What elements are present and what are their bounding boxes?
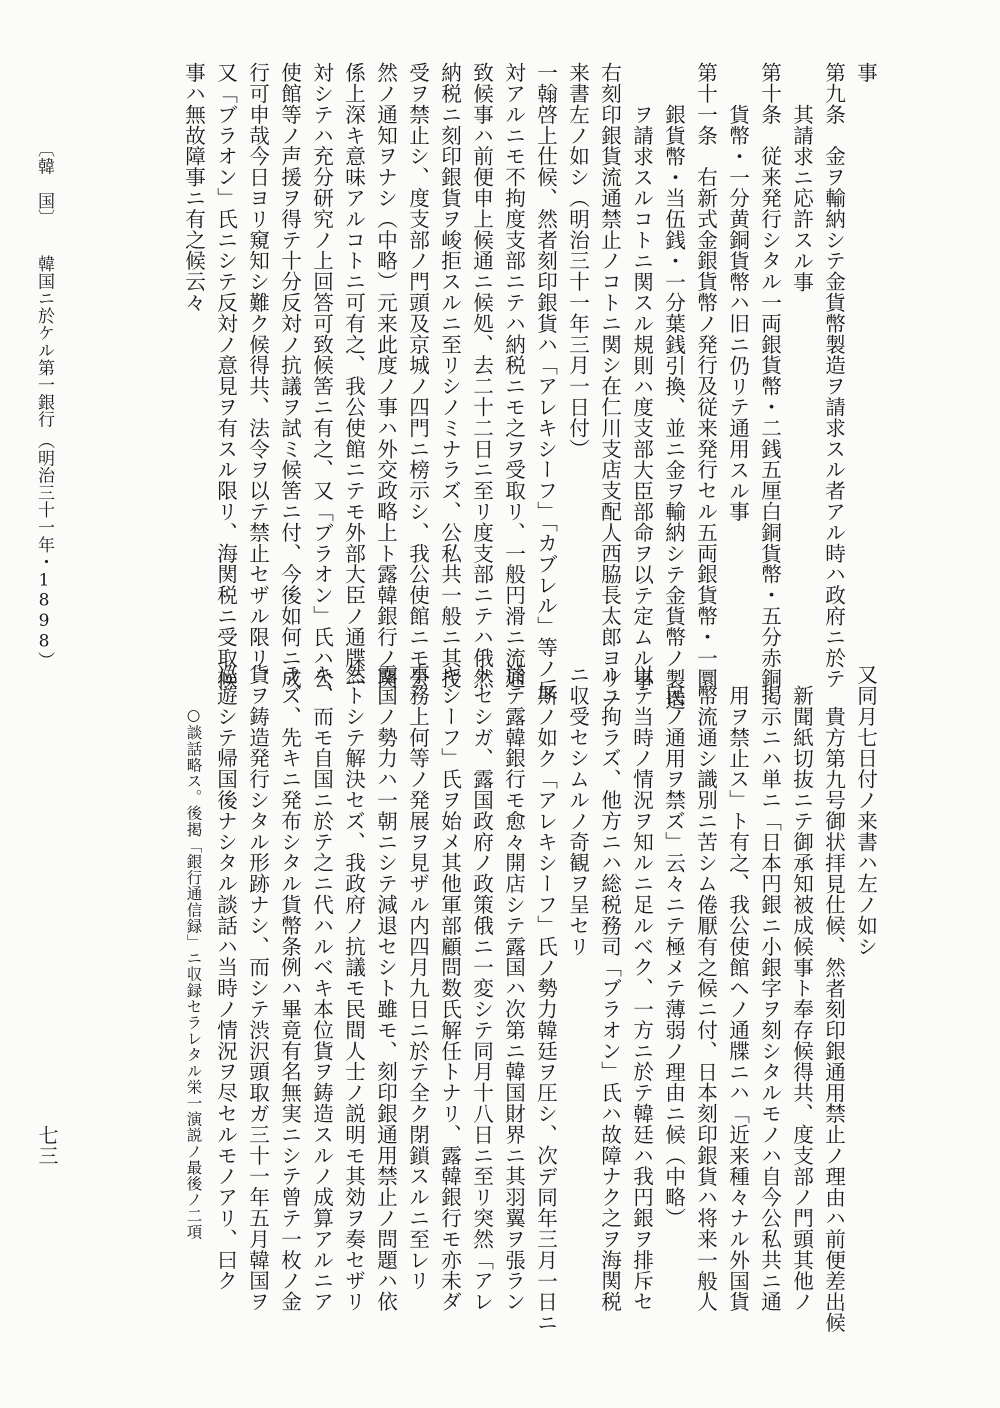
text-column: 其請求ニ応許スル事 xyxy=(789,104,814,293)
text-column: 一翰啓上仕候、然者刻印銀貨ハ「アレキシーフ」「カブレル」等ノ反 xyxy=(533,62,558,700)
text-column-note: ○談話略ス。後掲「銀行通信録」ニ収録セラレタル栄一演説ノ最後ノ二項 xyxy=(184,706,203,1240)
text-column: キ、而モ自国ニ於テ之ニ代ハルベキ本位貨ヲ鋳造スルノ成算アルニア xyxy=(309,664,334,1312)
text-column: 行可申哉今日ヨリ窺知シ難ク候得共、法令ヲ以テ禁止セザル限リ、 xyxy=(245,62,270,689)
text-column: 斯ノ如ク「アレキシーフ」氏ノ勢力韓廷ヲ圧シ、次デ同年三月一日ニ xyxy=(533,685,558,1333)
text-column: 民ノ通用ヲ禁ズ」云々ニテ極メテ薄弱ノ理由ニ候（中略） xyxy=(661,685,686,1229)
text-column: 第十一条 右新式金銀貨幣ノ発行及従来発行セル五両銀貨幣・一圜 xyxy=(693,62,718,689)
text-column: 又同月七日付ノ来書ハ左ノ如シ xyxy=(853,664,878,957)
text-column: 然ノ通知ヲナシ（中略）元来此度ノ事ハ外交政略上ト露韓銀行ノ関 xyxy=(373,62,398,689)
text-column: 右刻印銀貨流通禁止ノコトニ関シ在仁川支店支配人西脇長太郎ヨリノ xyxy=(597,62,622,710)
running-footer-section: 〔韓 国〕 xyxy=(34,140,54,227)
text-column: 於テ露韓銀行モ愈々開店シテ露国ハ次第ニ韓国財界ニ其羽翼ヲ張ラン xyxy=(501,664,526,1312)
text-column: 掲示ニハ単ニ「日本円銀ニ小銀字ヲ刻シタルモノハ自今公私共ニ通 xyxy=(757,685,782,1312)
text-column: 来書左ノ如シ（明治三十一年三月一日付） xyxy=(565,62,590,460)
text-column: 致候事ハ前便申上候通ニ候処、去二十二日ニ至リ度支部ニテハ俄然 xyxy=(469,62,494,689)
text-column: 巡遊シテ帰国後ナシタル談話ハ当時ノ情況ヲ尽セルモノアリ、曰ク xyxy=(213,664,238,1291)
text-column: 係上深キ意味アルコトニ可有之、我公使館ニテモ外部大臣ノ通牒ニ xyxy=(341,62,366,689)
text-column: 用ヲ禁止ス」ト有之、我公使館ヘノ通牒ニハ「近来種々ナル外国貨 xyxy=(725,685,750,1312)
text-column: 露国ノ勢力ハ一朝ニシテ減退セシト雖モ、刻印銀通用禁止ノ問題ハ依 xyxy=(373,664,398,1312)
text-column: 然トシテ解決セズ、我政府ノ抗議モ民間人士ノ説明モ其効ヲ奏セザリ xyxy=(341,664,366,1312)
text-column: ニ収受セシムルノ奇観ヲ呈セリ xyxy=(565,664,590,957)
text-column: 銀貨幣・当伍銭・一分葉銭引換、並ニ金ヲ輸納シテ金貨幣ノ製造 xyxy=(661,104,686,711)
text-column: トセシガ、露国政府ノ政策俄ニ一変シテ同月十八日ニ至リ突然「アレ xyxy=(469,664,494,1312)
text-column: 幣流通シ識別ニ苦シム倦厭有之候ニ付、日本刻印銀貨ハ将来一般人 xyxy=(693,685,718,1312)
text-column: 又「ブラオン」氏ニシテ反対ノ意見ヲ有スル限リ、海関税ニ受取候 xyxy=(213,62,238,689)
text-column: 貨幣・一分黄銅貨幣ハ旧ニ仍リテ通用スル事 xyxy=(725,104,750,522)
text-column: 貴方第九号御状拝見仕候、然者刻印銀通用禁止ノ理由ハ前便差出候 xyxy=(821,706,846,1333)
text-column: キシーフ」氏ヲ始メ其他軍部顧問数氏解任トナリ、露韓銀行モ亦未ダ xyxy=(437,664,462,1312)
text-column: 第十条 従来発行シタル一両銀貨幣・二銭五厘白銅貨幣・五分赤銅 xyxy=(757,62,782,689)
text-column: 以テ当時ノ情況ヲ知ルニ足ルベク、一方ニ於テ韓廷ハ我円銀ヲ排斥セ xyxy=(629,664,654,1312)
text-column: ルニ拘ラズ、他方ニハ総税務司「ブラオン」氏ハ故障ナク之ヲ海関税 xyxy=(597,664,622,1312)
text-column: 納税ニ刻印銀貨ヲ峻拒スルニ至リシノミナラズ、公私共一般ニ其授 xyxy=(437,62,462,689)
text-column: 新聞紙切抜ニテ御承知被成候事ト奉存候得共、度支部ノ門頭其他ノ xyxy=(789,685,814,1312)
text-column: 貨ヲ鋳造発行シタル形跡ナシ、而シテ渋沢頭取ガ三十一年五月韓国ヲ xyxy=(245,664,270,1312)
text-column: 受ヲ禁止シ、度支部ノ門頭及京城ノ四門ニ榜示シ、我公使館ニモ公 xyxy=(405,62,430,689)
text-column: 対アルニモ不拘度支部ニテハ納税ニモ之ヲ受取リ、一般円滑ニ流通 xyxy=(501,62,526,689)
page-number: 七三 xyxy=(35,1125,59,1166)
text-column: ラズ、先キニ発布シタル貨幣条例ハ畢竟有名無実ニシテ曾テ一枚ノ金 xyxy=(277,664,302,1312)
text-column: 事ハ無故障事ニ有之候云々 xyxy=(181,62,206,313)
text-column: 事務上何等ノ発展ヲ見ザル内四月九日ニ於テ全ク閉鎖スルニ至レリ xyxy=(405,664,430,1291)
text-column: ヲ請求スルコトニ関スル規則ハ度支部大臣部命ヲ以テ定ムル事 xyxy=(629,104,654,690)
text-column: 第九条 金ヲ輸納シテ金貨幣製造ヲ請求スル者アル時ハ政府ニ於テ xyxy=(821,62,846,689)
text-column: 使館等ノ声援ヲ得テ十分反対ノ抗議ヲ試ミ候筈ニ付、今後如何ニ成 xyxy=(277,62,302,689)
running-footer-era: （明治三十一年・1898） xyxy=(34,432,54,669)
text-column: 事 xyxy=(853,62,878,83)
running-footer-title: 韓国ニ於ケル第一銀行 xyxy=(34,255,54,428)
text-column: 対シテハ充分研究ノ上回答可致候筈ニ有之、又「ブラオン」氏ハ公 xyxy=(309,62,334,689)
